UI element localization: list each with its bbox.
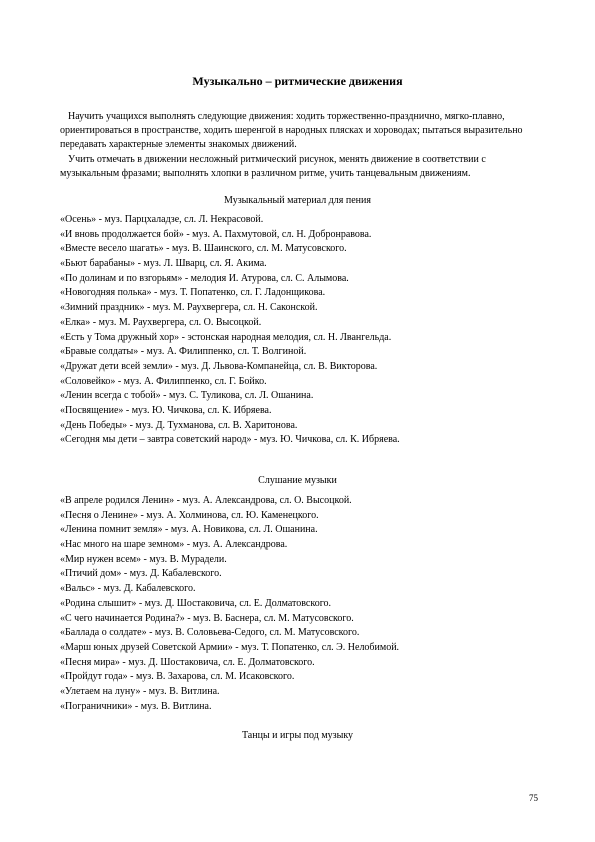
listening-list: [60, 494, 540, 714]
list-item: «Осень» - муз. Парцхаладзе, сл. Л. Некрасовой.: [60, 214, 264, 225]
list-item: «Песня мира» - муз. Д. Шостаковича, сл. Е. Долматовского.: [60, 656, 315, 668]
intro-paragraph-2: Учить отмечать в движении несложный ритмический рисунок, менять движение в соответствии с музыкальным фразами; выполнять хлопки в различном ритме, учить танцевальным движениям.: [60, 153, 486, 179]
list-item: «И вновь продолжается бой» - муз. А. Пахмутовой, сл. Н. Добронравова.: [60, 228, 372, 240]
list-item: «Новогодняя полька» - муз. Т. Попатенко, сл. Г. Ладонщикова.: [60, 287, 326, 299]
list-item: «Пограничники» - муз. В. Витлина.: [60, 700, 212, 712]
list-item: «Бьют барабаны» - муз. Л. Шварц, сл. Я. Акима.: [60, 258, 267, 270]
list-item: «Дружат дети всей земли» - муз. Д. Львова-Компанейца, сл. В. Викторова.: [60, 360, 378, 372]
list-item: «Птичий дом» - муз. Д. Кабалевского.: [60, 568, 222, 580]
list-item: «Ленин всегда с тобой» - муз. С. Туликова, сл. Л. Ошанина.: [60, 390, 314, 402]
list-item: «Елка» - муз. М. Раухвергера, сл. О. Высоцкой.: [60, 316, 262, 328]
intro-paragraph-1: Научить учащихся выполнять следующие движения: ходить торжественно-празднично, мягко-плавно, ориентироваться в пространстве, ходить шеренгой в народных плясках и хороводах; пытаться выразительно передавать характерные элементы знакомых движений.: [60, 111, 523, 151]
dances-heading: Танцы и игры под музыку: [241, 730, 354, 741]
list-item: «Посвящение» - муз. Ю. Чичкова, сл. К. Ибряева.: [60, 404, 272, 416]
list-item: «Сегодня мы дети – завтра советский народ» - муз. Ю. Чичкова, сл. К. Ибряева.: [60, 434, 400, 446]
list-item: «Вместе весело шагать» - муз. В. Шаинского, сл. М. Матусовского.: [60, 243, 347, 255]
list-item: «По долинам и по взгорьям» - мелодия И. Атурова, сл. С. Алымова.: [60, 272, 349, 284]
page-title: Музыкально – ритмические движения: [192, 74, 403, 88]
list-item: «Родина слышит» - муз. Д. Шостаковича, сл. Е. Долматовского.: [60, 597, 332, 609]
intro-block: [60, 110, 530, 181]
list-item: «Марш юных друзей Советской Армии» - муз. Т. Попатенко, сл. Э. Нелобимой.: [60, 641, 400, 653]
listening-heading: Слушание музыки: [258, 475, 337, 486]
list-item: «Баллада о солдате» - муз. В. Соловьева-Седого, сл. М. Матусовского.: [60, 627, 360, 639]
list-item: «С чего начинается Родина?» - муз. В. Баснера, сл. М. Матусовского.: [60, 612, 354, 624]
list-item: «Есть у Тома дружный хор» - эстонская народная мелодия, сл. Н. Лвангельда.: [60, 331, 392, 343]
list-item: «Мир нужен всем» - муз. В. Мурадели.: [60, 553, 227, 565]
list-item: «Песня о Ленине» - муз. А. Холминова, сл. Ю. Каменецкого.: [60, 509, 319, 521]
list-item: «Бравые солдаты» - муз. А. Филиппенко, сл. Т. Волгиной.: [60, 346, 307, 358]
list-item: «Улетаем на луну» - муз. В. Витлина.: [60, 685, 220, 697]
list-item: «Зимний праздник» - муз. М. Раухвергера, сл. Н. Саконской.: [60, 302, 318, 314]
singing-list: [60, 213, 540, 448]
singing-heading: Музыкальный материал для пения: [224, 195, 371, 206]
list-item: «Пройдут года» - муз. В. Захарова, сл. М. Исаковского.: [60, 671, 295, 683]
page-number: 75: [529, 793, 538, 803]
list-item: «День Победы» - муз. Д. Тухманова, сл. В. Харитонова.: [60, 419, 298, 431]
list-item: «Ленина помнит земля» - муз. А. Новикова, сл. Л. Ошанина.: [60, 524, 318, 536]
list-item: «Нас много на шаре земном» - муз. А. Александрова.: [60, 539, 288, 551]
list-item: «Вальс» - муз. Д. Кабалевского.: [60, 583, 196, 595]
list-item: «В апреле родился Ленин» - муз. А. Александрова, сл. О. Высоцкой.: [60, 495, 352, 506]
list-item: «Соловейко» - муз. А. Филиппенко, сл. Г. Бойко.: [60, 375, 267, 387]
